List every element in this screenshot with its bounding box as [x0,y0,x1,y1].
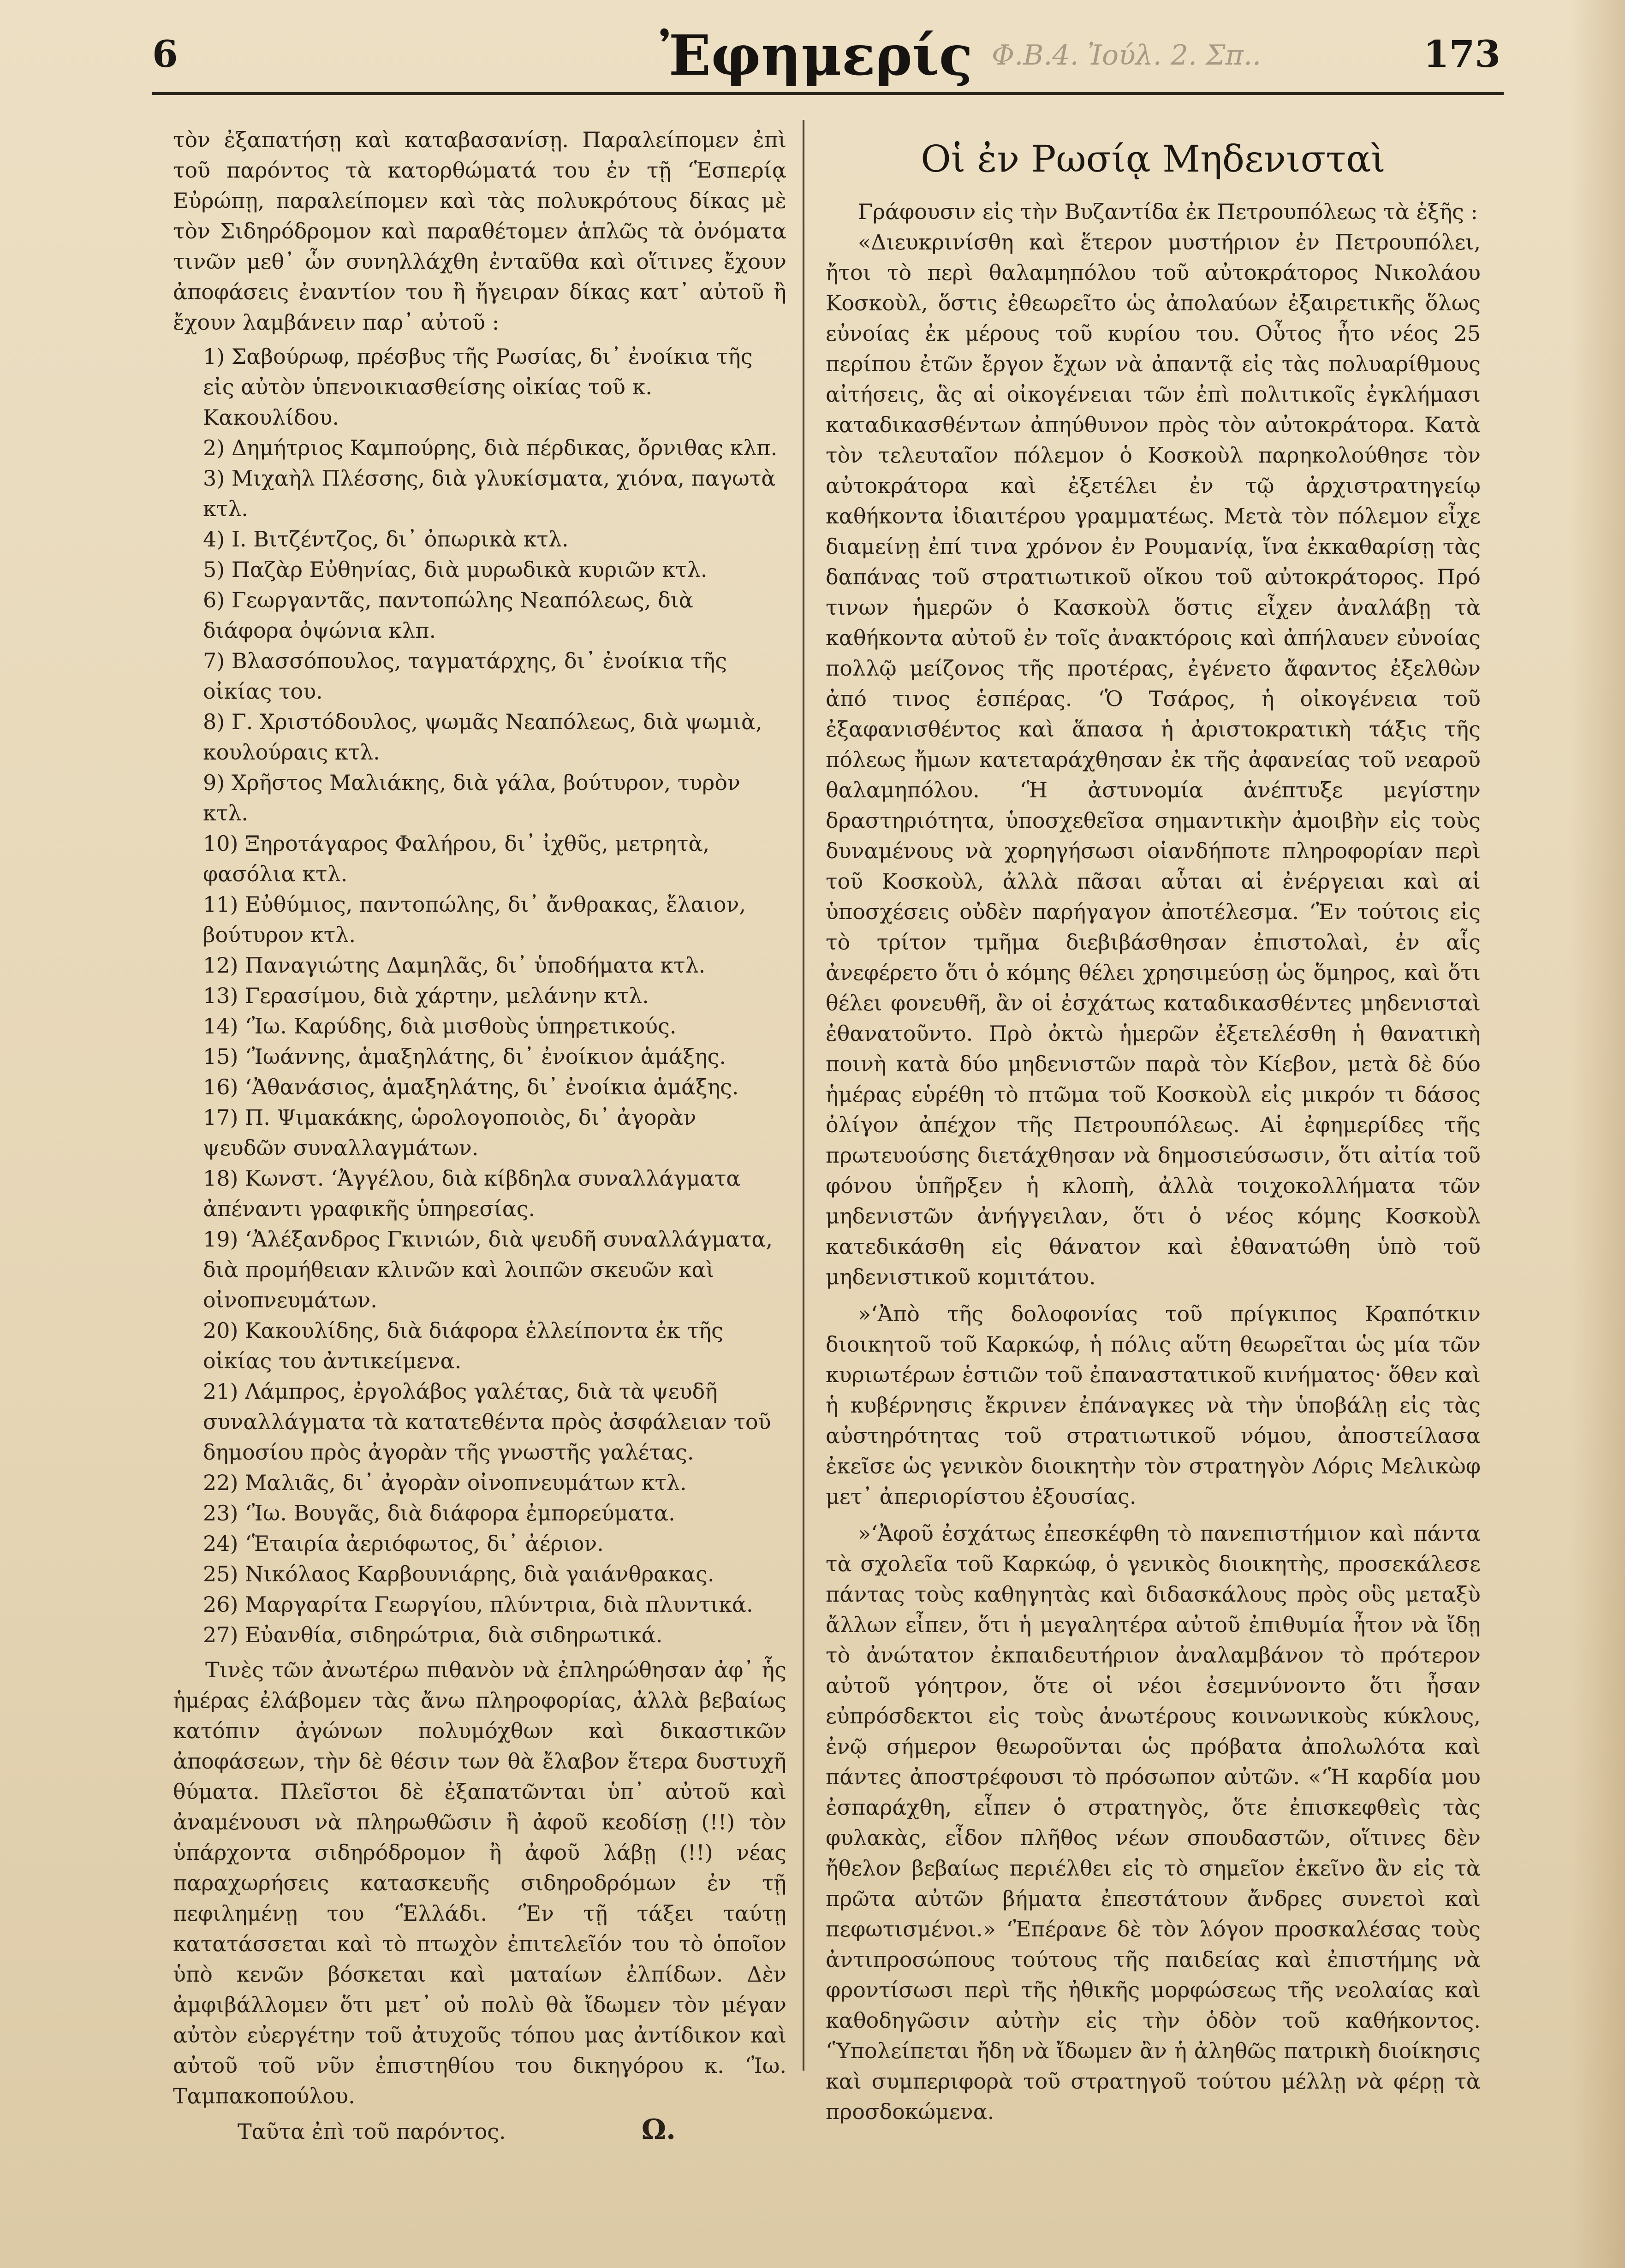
closing-line-row [173,2111,786,2148]
list-item: 16) ‘Ἀθανάσιος, ἁμαξηλάτης, δι᾽ ἐνοίκια ἁμάξης. [203,1075,739,1099]
page-number-left: 6 [152,32,178,76]
left-column [173,125,786,2148]
list-item: 18) Κωνστ. ‘Ἀγγέλου, διὰ κίβδηλα συναλλάγματα ἀπέναντι γραφικῆς ὑπηρεσίας. [203,1166,741,1221]
intro-paragraph: τὸν ἐξαπατήσῃ καὶ καταβασανίσῃ. Παραλείπομεν ἐπὶ τοῦ παρόντος τὰ κατορθώματά του ἐν τῇ ‘Ἑσπερίᾳ Εὐρώπῃ, παραλείπομεν καὶ τὰς πολυκρότους δίκας μὲ τὸν Σιδηρόδρομον καὶ παραθέτομεν ἁπλῶς τὰ ὀνόματα τινῶν μεθ᾽ ὧν συνηλλάχθη ἐνταῦθα καὶ οἵτινες ἔχουν ἀποφάσεις ἐναντίον του ἢ ἤγειραν δίκας κατ᾽ αὐτοῦ ἢ ἔχουν λαμβάνειν παρ᾽ αὐτοῦ : [173,127,786,335]
page-header [0,18,1625,101]
list-item: 2) Δημήτριος Καμπούρης, διὰ πέρδικας, ὄρνιθας κλπ. [203,435,778,460]
closing-paragraph: Τινὲς τῶν ἀνωτέρω πιθανὸν νὰ ἐπληρώθησαν ἀφ᾽ ἧς ἡμέρας ἐλάβομεν τὰς ἄνω πληροφορίας, ἀλλὰ βεβαίως κατόπιν ἀγώνων πολυμόχθων καὶ δικαστικῶν ἀποφάσεων, τὴν δὲ θέσιν των θὰ ἔλαβον ἕτερα δυστυχῆ θύματα. Πλεῖστοι δὲ ἐξαπατῶνται ὑπ᾽ αὐτοῦ καὶ ἀναμένουσι νὰ πληρωθῶσιν ἢ ἀφοῦ κεοδίσῃ (!!) τὸν ὑπάρχοντα σιδηρόδρομον ἢ ἀφοῦ λάβῃ (!!) νέας παραχωρήσεις κατασκευῆς σιδηροδρόμων ἐν τῇ πεφιλημένῃ του ‘Ἑλλάδι. ‘Ἐν τῇ τάξει ταύτῃ κατατάσσεται καὶ τὸ πτωχὸν ἐπιτελεῖόν του τὸ ὁποῖον ὑπὸ κενῶν βόσκεται καὶ ματαίων ἐλπίδων. Δὲν ἀμφιβάλλομεν ὅτι μετ᾽ οὐ πολὺ θὰ ἴδωμεν τὸν μέγαν αὐτὸν εὐεργέτην τοῦ ἀτυχοῦς τόπου μας ἀντίδικον καὶ αὐτοῦ τοῦ νῦν ἐπιστηθίου του δικηγόρου κ. ‘Ἰω. Ταμπακοπούλου. [173,1657,786,2108]
list-item: 10) Ξηροτάγαρος Φαλήρου, δι᾽ ἰχθῦς, μετρητὰ, φασόλια κτλ. [203,831,710,886]
article-paragraph: Γράφουσιν εἰς τὴν Βυζαντίδα ἐκ Πετρουπόλεως τὰ ἑξῆς : [858,199,1478,224]
list-item: 11) Εὐθύμιος, παντοπώλης, δι᾽ ἄνθρακας, ἔλαιον, βούτυρον κτλ. [203,892,746,947]
list-item: 17) Π. Ψιμακάκης, ὡρολογοποιὸς, δι᾽ ἀγορὰν ψευδῶν συναλλαγμάτων. [203,1105,696,1160]
list-item: 27) Εὐανθία, σιδηρώτρια, διὰ σιδηρωτικά. [203,1622,663,1647]
list-item: 26) Μαργαρίτα Γεωργίου, πλύντρια, διὰ πλυντικά. [203,1592,753,1617]
handwritten-annotation: Φ.Β.4. Ἰούλ. 2. Σπ.. [992,39,1262,71]
list-item: 4) Ι. Βιτζέντζος, δι᾽ ὀπωρικὰ κτλ. [203,527,569,552]
list-item: 6) Γεωργαντᾶς, παντοπώλης Νεαπόλεως, διὰ διάφορα ὀψώνια κλπ. [203,588,693,643]
list-item: 24) ‘Ἑταιρία ἀεριόφωτος, δι᾽ ἀέριον. [203,1531,604,1556]
list-item: 21) Λάμπρος, ἐργολάβος γαλέτας, διὰ τὰ ψευδῆ συναλλάγματα τὰ κατατεθέντα πρὸς ἀσφάλειαν τοῦ δημοσίου πρὸς ἀγορὰν τῆς γνωστῆς γαλέτας. [203,1379,771,1465]
list-item: 15) ‘Ἰωάννης, ἁμαξηλάτης, δι᾽ ἐνοίκιον ἁμάξης. [203,1044,726,1069]
list-item: 20) Κακουλίδης, διὰ διάφορα ἐλλείποντα ἐκ τῆς οἰκίας του ἀντικείμενα. [203,1318,723,1373]
list-item: 1) Σαβούρωφ, πρέσβυς τῆς Ρωσίας, δι᾽ ἐνοίκια τῆς εἰς αὐτὸν ὑπενοικιασθείσης οἰκίας τοῦ κ. Κακουλίδου. [203,344,753,430]
list-item: 12) Παναγιώτης Δαμηλᾶς, δι᾽ ὑποδήματα κτλ. [203,953,706,978]
closing-line: Ταῦτα ἐπὶ τοῦ παρόντος. [238,2119,506,2144]
header-rule [152,92,1504,95]
column-divider [803,120,804,2071]
article-title: Οἱ ἐν Ρωσίᾳ Μηδενισταὶ [921,137,1386,180]
author-signature: Ω. [641,2114,676,2146]
right-column [826,125,1481,2127]
list-item: 19) ‘Ἀλέξανδρος Γκινιών, διὰ ψευδῆ συναλλάγματα, διὰ προμήθειαν κλινῶν καὶ λοιπῶν σκευῶν καὶ οἰνοπνευμάτων. [203,1227,773,1312]
list-item: 25) Νικόλαος Καρβουνιάρης, διὰ γαιάνθρακας. [203,1561,714,1586]
article-paragraph: »‘Ἀπὸ τῆς δολοφονίας τοῦ πρίγκιπος Κραπότκιν διοικητοῦ τοῦ Καρκώφ, ἡ πόλις αὕτη θεωρεῖται ὡς μία τῶν κυριωτέρων ἑστιῶν τοῦ ἐπαναστατικοῦ κινήματος· ὅθεν καὶ ἡ κυβέρνησις ἔκρινεν ἐπάναγκες νὰ τὴν ὑποβάλῃ εἰς τὰς αὐστηρότητας τοῦ στρατιωτικοῦ νόμου, ἀποστείλασα ἐκεῖσε ὡς γενικὸν διοικητὴν τὸν στρατηγὸν Λόρις Μελικὼφ μετ᾽ ἀπεριορίστου ἐξουσίας. [826,1301,1481,1509]
list-item: 22) Μαλιᾶς, δι᾽ ἀγορὰν οἰνοπνευμάτων κτλ. [203,1470,687,1495]
article-paragraph: «Διευκρινίσθη καὶ ἕτερον μυστήριον ἐν Πετρουπόλει, ἤτοι τὸ περὶ θαλαμηπόλου τοῦ αὐτοκράτορος Νικολάου Κοσκοὺλ, ὅστις ἐθεωρεῖτο ὡς ἀπολαύων ἐξαιρετικῆς ὅλως εὐνοίας ἐκ μέρους τοῦ κυρίου του. Οὗτος ἦτο νέος 25 περίπου ἐτῶν ἔργον ἔχων νὰ ἀπαντᾷ εἰς τὰς πολυαρίθμους αἰτήσεις, ἃς αἱ οἰκογένειαι τῶν ἐπὶ πολιτικοῖς ἐγκλήμασι καταδικασθέντων ἀπηύθυνον πρὸς τὸν αὐτοκράτορα. Κατὰ τὸν τελευταῖον πόλεμον ὁ Κοσκοὺλ παρηκολούθησε τὸν αὐτοκράτορα καὶ ἐξετέλει ἐν τῷ ἀρχιστρατηγείῳ καθήκοντα ἰδιαιτέρου γραμματέως. Μετὰ τὸν πόλεμον εἶχε διαμείνῃ ἐπί τινα χρόνον ἐν Ρουμανίᾳ, ἵνα ἐκκαθαρίσῃ τὰς δαπάνας τοῦ στρατιωτικοῦ οἴκου τοῦ αὐτοκράτορος. Πρό τινων ἡμερῶν ὁ Κασκοὺλ ὅστις εἶχεν ἀναλάβῃ τὰ καθήκοντα αὐτοῦ ἐν τοῖς ἀνακτόροις καὶ ἀπήλαυεν εὐνοίας πολλῷ μείζονος τῆς προτέρας, ἐγένετο ἄφαντος ἐξελθὼν ἀπό τινος ἑσπέρας. ‘Ὁ Τσάρος, ἡ οἰκογένεια τοῦ ἐξαφανισθέντος καὶ ἅπασα ἡ ἀριστοκρατικὴ τάξις τῆς πόλεως ἤμων κατεταράχθησαν ἐκ τῆς ἀφανείας τοῦ νεαροῦ θαλαμηπόλου. ‘Ἡ ἀστυνομία ἀνέπτυξε μεγίστην δραστηριότητα, ὑποσχεθεῖσα σημαντικὴν ἀμοιβὴν εἰς τοὺς δυναμένους νὰ χορηγήσωσι οἱανδήποτε πληροφορίαν περὶ τοῦ Κοσκοὺλ, ἀλλὰ πᾶσαι αὗται αἱ ἐνέργειαι καὶ αἱ ὑποσχέσεις οὐδὲν παρήγαγον ἀποτέλεσμα. ‘Ἐν τούτοις εἰς τὸ τρίτον τμῆμα διεβιβάσθησαν ἐπιστολαὶ, ἐν αἷς ἀνεφέρετο ὅτι ὁ κόμης θέλει χρησιμεύσῃ ὡς ὅμηρος, καὶ ὅτι θέλει φονευθῆ, ἂν οἱ ἐσχάτως καταδικασθέντες μηδενισταὶ ἐθανατοῦντο. Πρὸ ὀκτὼ ἡμερῶν ἐξετελέσθη ἡ θανατικὴ ποινὴ κατὰ δύο μηδενιστῶν παρὰ τὸν Κίεβον, μετὰ δὲ δύο ἡμέρας εὑρέθη τὸ πτῶμα τοῦ Κοσκοὺλ εἰς μικρόν τι δάσος ὀλίγον ἀπέχον τῆς Πετρουπόλεως. Αἱ ἐφημερίδες τῆς πρωτευούσης διετάχθησαν νὰ δημοσιεύσωσιν, ὅτι αἰτία τοῦ φόνου ὑπῆρξεν ἡ κλοπὴ, ἀλλὰ τοιχοκολλήματα τῶν μηδενιστῶν ἀνήγγειλαν, ὅτι ὁ νέος κόμης Κοσκοὺλ κατεδικάσθη εἰς θάνατον καὶ ἐθανατώθη ὑπὸ τοῦ μηδενιστικοῦ κομιτάτου. [826,230,1481,1289]
list-item: 23) ‘Ἰω. Βουγᾶς, διὰ διάφορα ἐμπορεύματα. [203,1501,675,1526]
list-item: 5) Παζὰρ Εὐθηνίας, διὰ μυρωδικὰ κυριῶν κτλ. [203,557,708,582]
list-item: 3) Μιχαὴλ Πλέσσης, διὰ γλυκίσματα, χιόνα, παγωτὰ κτλ. [203,466,776,521]
list-item: 14) ‘Ἰω. Καρύδης, διὰ μισθοὺς ὑπηρετικούς. [203,1014,677,1039]
article-paragraph: »‘Ἀφοῦ ἐσχάτως ἐπεσκέφθη τὸ πανεπιστήμιον καὶ πάντα τὰ σχολεῖα τοῦ Καρκώφ, ὁ γενικὸς διοικητὴς, προσεκάλεσε πάντας τοὺς καθηγητὰς καὶ διδασκάλους πρὸς οὓς μεταξὺ ἄλλων εἶπεν, ὅτι ἡ μεγαλητέρα αὐτοῦ ἐπιθυμία ἦτον νὰ ἴδῃ τὸ ἀνώτατον ἐκπαιδευτήριον ἀναλαμβάνον τὸ πρότερον αὐτοῦ γόητρον, ὅτε οἱ νέοι ἐσεμνύνοντο ὅτι ἦσαν εὐπρόσδεκτοι εἰς τοὺς ἀνωτέρους κοινωνικοὺς κύκλους, ἐνῷ σήμερον θεωροῦνται ὡς πρόβατα ἀπολωλότα καὶ πάντες ἀποστρέφουσι τὸ πρόσωπον αὐτῶν. «‘Ἡ καρδία μου ἐσπαράχθη, εἶπεν ὁ στρατηγὸς, ὅτε ἐπισκεφθεὶς τὰς φυλακὰς, εἶδον πλῆθος νέων σπουδαστῶν, οἵτινες δὲν ἤθελον βεβαίως περιέλθει εἰς τὸ σημεῖον ἐκεῖνο ἂν εἰς τὰ πρῶτα αὐτῶν βήματα ἐπεστάτουν ἄνδρες συνετοὶ καὶ πεφωτισμένοι.» ‘Ἐπέρανε δὲ τὸν λόγον προσκαλέσας τοὺς ἀντιπροσώπους τούτους τῆς παιδείας καὶ ἐπιστήμης νὰ φροντίσωσι περὶ τῆς ἠθικῆς μορφώσεως τῆς νεολαίας καὶ καθοδηγῶσιν αὐτὴν εἰς τὴν ὁδὸν τοῦ καθήκοντος. ‘Ὑπολείπεται ἤδη νὰ ἴδωμεν ἂν ἡ ἀληθῶς πατρικὴ διοίκησις καὶ συμπεριφορὰ τοῦ στρατηγοῦ τούτου μέλλῃ νὰ φέρῃ τὰ προσδοκώμενα. [826,1521,1481,2124]
list-item: 9) Χρῆστος Μαλιάκης, διὰ γάλα, βούτυρον, τυρὸν κτλ. [203,770,741,825]
list-item: 8) Γ. Χριστόδουλος, ψωμᾶς Νεαπόλεως, διὰ ψωμιὰ, κουλούραις κτλ. [203,709,762,765]
masthead-title: Ἐφημερίς [660,23,973,88]
creditor-list [173,341,786,1650]
page-number-right: 173 [1423,32,1500,76]
list-item: 13) Γερασίμου, διὰ χάρτην, μελάνην κτλ. [203,983,649,1008]
list-item: 7) Βλασσόπουλος, ταγματάρχης, δι᾽ ἐνοίκια τῆς οἰκίας του. [203,648,727,704]
